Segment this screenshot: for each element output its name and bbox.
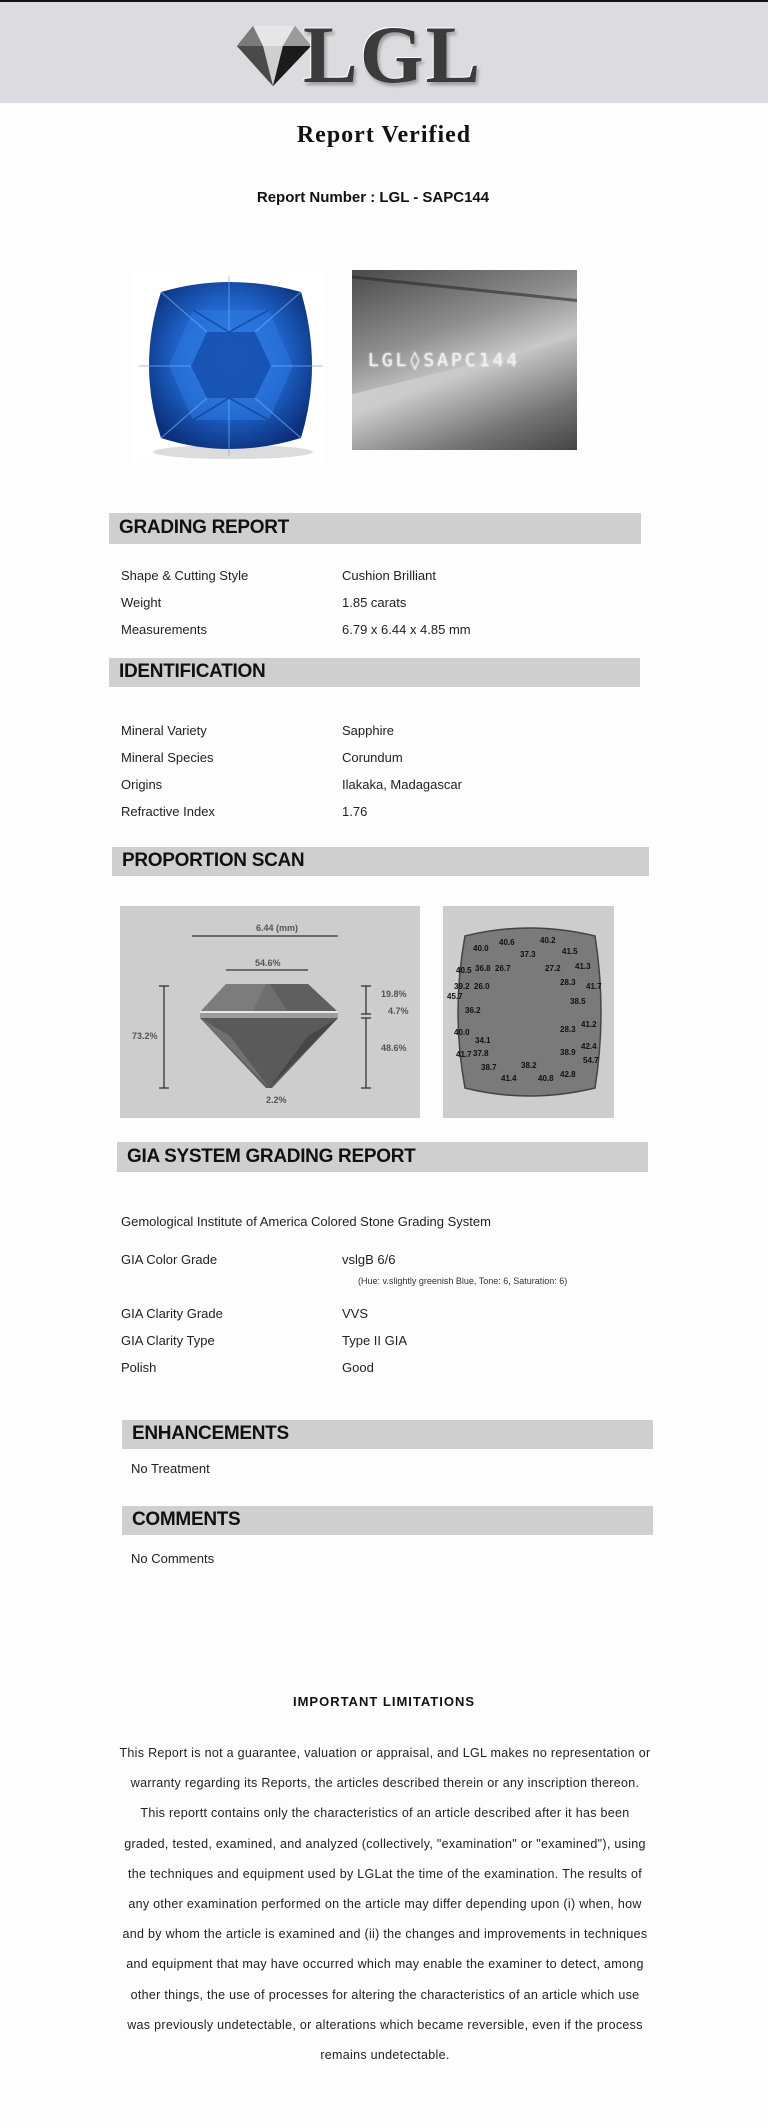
grading-report-header (109, 513, 641, 544)
culet-percent: 2.2% (266, 1095, 287, 1105)
weight-value: 1.85 carats (342, 595, 407, 610)
grading-report-heading: GRADING REPORT (119, 517, 289, 538)
laser-inscription-photo (352, 270, 577, 450)
top-value: 36.8 (475, 964, 491, 973)
top-value: 41.2 (581, 1020, 597, 1029)
top-value: 26.0 (474, 982, 490, 991)
mineral-variety-label: Mineral Variety (121, 723, 207, 738)
proportion-scan-header (112, 847, 649, 876)
crown-percent: 19.8% (381, 989, 407, 999)
top-value: 40.6 (499, 938, 515, 947)
gia-clarity-type-label: GIA Clarity Type (121, 1333, 215, 1348)
top-value: 26.7 (495, 964, 511, 973)
top-value: 40.0 (454, 1028, 470, 1037)
top-value: 40.2 (540, 936, 556, 945)
top-value: 40.8 (538, 1074, 554, 1083)
limitations-heading: IMPORTANT LIMITATIONS (292, 1694, 476, 1709)
proportion-scan-heading: PROPORTION SCAN (122, 850, 305, 871)
logo-text: LGL (303, 9, 483, 100)
comments-header (122, 1506, 653, 1535)
top-value: 40.0 (473, 944, 489, 953)
top-value: 41.5 (562, 947, 578, 956)
pavilion-percent: 48.6% (381, 1043, 407, 1053)
top-value: 41.7 (456, 1050, 472, 1059)
gia-clarity-grade-value: VVS (342, 1306, 369, 1321)
gia-report-header (117, 1142, 648, 1172)
refractive-index-label: Refractive Index (121, 804, 215, 819)
report-number: Report Number : LGL - SAPC144 (256, 189, 490, 206)
weight-label: Weight (121, 595, 162, 610)
side-profile-diagram (120, 906, 420, 1118)
site-header (0, 2, 768, 103)
top-value: 39.2 (454, 982, 470, 991)
top-value: 41.7 (586, 982, 602, 991)
top-value: 41.4 (501, 1074, 517, 1083)
gia-color-value: vslgB 6/6 (342, 1252, 396, 1267)
gia-color-label: GIA Color Grade (121, 1252, 218, 1267)
top-values (443, 906, 614, 1118)
comments-heading: COMMENTS (132, 1509, 241, 1530)
girdle-percent: 4.7% (388, 1006, 409, 1016)
limitations-text: This Report is not a guarantee, valuation or appraisal, and LGL makes no representation or warranty regarding its Reports, the articles described therein or any inscription thereon. This reportt contains only the characteristics of an article described after it has been graded, tested, examined, and analyzed (collectively, "examination" or "examined"), using the techniques and equipment used by LGLat the time of the examination. The results of any other examination performed on the article may differ depending upon (i) when, how and by whom the article is examined and (ii) the changes and improvements in techniques and equipment that may have occurred which may enable the examiner to detect, among other things, the use of processes for altering the characteristics of an article which use was previously undetectable, or alterations which became reversible, even if the process remains undetectable. (119, 1746, 651, 2063)
gia-color-note: (Hue: v.slightly greenish Blue, Tone: 6, Saturation: 6) (358, 1276, 568, 1286)
mineral-species-value: Corundum (342, 750, 403, 765)
lgl-logo[interactable] (233, 9, 493, 100)
measurements-label: Measurements (121, 622, 207, 637)
refractive-index-value: 1.76 (342, 804, 368, 819)
top-value: 38.9 (560, 1048, 576, 1057)
top-value: 42.4 (581, 1042, 597, 1051)
identification-header (109, 658, 640, 687)
enhancements-heading: ENHANCEMENTS (132, 1423, 289, 1444)
top-value: 38.5 (570, 997, 586, 1006)
gia-clarity-grade-label: GIA Clarity Grade (121, 1306, 223, 1321)
sapphire-photo (133, 270, 325, 462)
top-value: 45.7 (447, 992, 463, 1001)
width-label: 6.44 (mm) (256, 923, 299, 933)
polish-label: Polish (121, 1360, 157, 1375)
gia-clarity-type-value: Type II GIA (342, 1333, 408, 1348)
top-value: 28.3 (560, 978, 576, 987)
diamond-logo-icon (233, 22, 313, 88)
top-value: 42.8 (560, 1070, 576, 1079)
gia-report-heading: GIA SYSTEM GRADING REPORT (127, 1146, 416, 1167)
origins-value: Ilakaka, Madagascar (342, 777, 462, 792)
top-value: 27.2 (545, 964, 561, 973)
top-value: 38.2 (521, 1061, 537, 1070)
page-title: Report Verified (296, 122, 472, 148)
table-percent: 54.6% (255, 958, 281, 968)
enhancements-text: No Treatment (131, 1461, 210, 1476)
comments-text: No Comments (131, 1551, 215, 1566)
gia-intro: Gemological Institute of America Colored Stone Grading System (121, 1214, 491, 1229)
top-value: 28.3 (560, 1025, 576, 1034)
top-value: 54.7 (583, 1056, 599, 1065)
top-value: 36.2 (465, 1006, 481, 1015)
side-profile-panel (120, 906, 420, 1118)
total-depth-percent: 73.2% (132, 1031, 158, 1041)
top-value: 34.1 (475, 1036, 491, 1045)
shape-value: Cushion Brilliant (342, 568, 436, 583)
inscription-text: LGL◊SAPC144 (368, 350, 521, 371)
top-value: 41.3 (575, 962, 591, 971)
top-view-panel (443, 906, 614, 1118)
top-value: 37.3 (520, 950, 536, 959)
origins-label: Origins (121, 777, 163, 792)
identification-heading: IDENTIFICATION (119, 661, 266, 682)
top-value: 37.8 (473, 1049, 489, 1058)
mineral-variety-value: Sapphire (342, 723, 395, 738)
measurements-value: 6.79 x 6.44 x 4.85 mm (342, 622, 471, 637)
mineral-species-label: Mineral Species (121, 750, 214, 765)
enhancements-header (122, 1420, 653, 1449)
shape-label: Shape & Cutting Style (121, 568, 249, 583)
polish-value: Good (342, 1360, 374, 1375)
top-value: 40.5 (456, 966, 472, 975)
top-value: 38.7 (481, 1063, 497, 1072)
